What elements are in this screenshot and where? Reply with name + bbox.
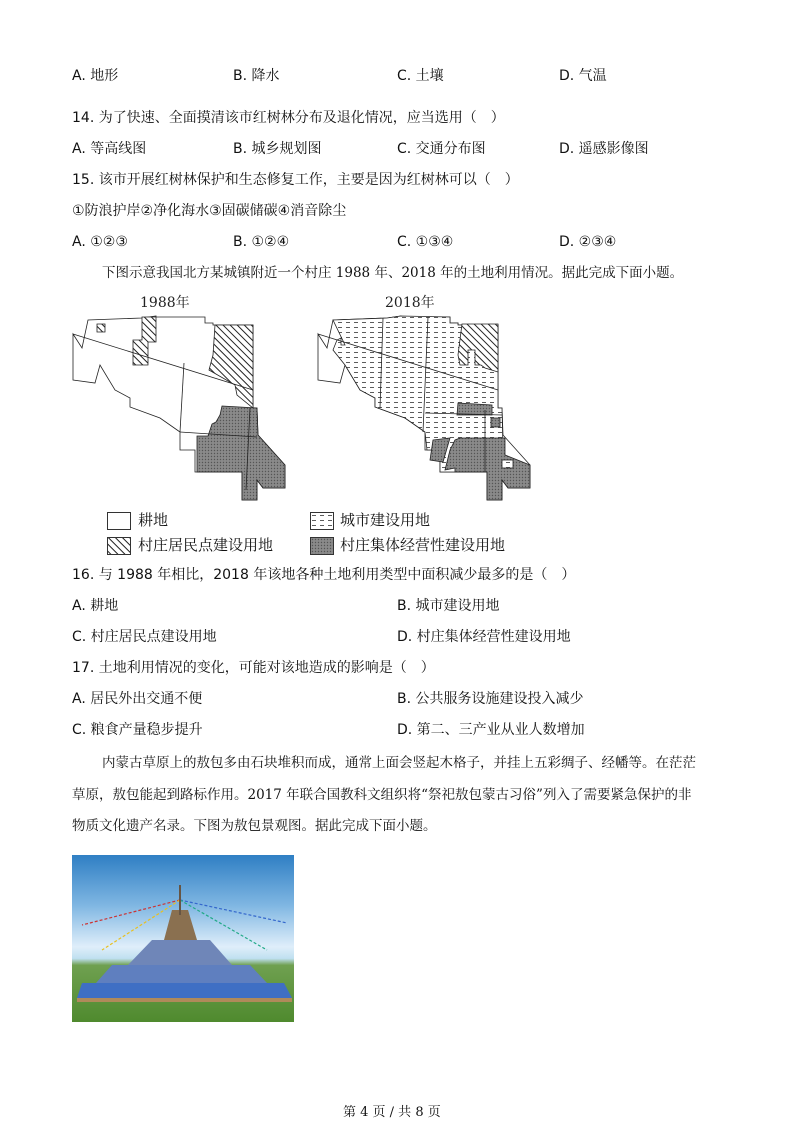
q15-statement: ①防浪护岸②净化海水③固碳储碳④消音除尘: [72, 203, 347, 219]
map-1988: [73, 294, 285, 500]
page-footer: 第 4 页 / 共 8 页: [343, 1105, 441, 1120]
q16-option-d: D. 村庄集体经营性建设用地: [397, 629, 571, 645]
q17-option-c: C. 粮食产量稳步提升: [72, 722, 203, 738]
q16-stem: 16. 与 1988 年相比，2018 年该地各种土地利用类型中面积减少最多的是（ ）: [72, 567, 576, 583]
q15-option-c: C. ①③④: [397, 234, 454, 250]
q13-option-c: C. 土壤: [397, 68, 444, 84]
q13-option-d: D. 气温: [559, 68, 607, 84]
obo-intro-line2: 草原，敖包能起到路标作用。2017 年联合国教科文组织将“祭祀敖包蒙古习俗”列入了需要紧急保护的非: [72, 787, 692, 803]
q14-stem: 14. 为了快速、全面摸清该市红树林分布及退化情况，应当选用（ ）: [72, 110, 505, 126]
map-2018: [318, 294, 530, 500]
land-use-maps: [60, 290, 560, 520]
legend-urban: 城市建设用地: [340, 511, 431, 529]
legend-swatch-farmland: [107, 512, 131, 530]
obo-intro-line1: 内蒙古草原上的敖包多由石块堆积而成，通常上面会竖起木格子，并挂上五彩绸子、经幡等。在茫茫: [102, 755, 696, 771]
obo-intro-line3: 物质文化遗产名录。下图为敖包景观图。据此完成下面小题。: [72, 818, 437, 834]
q17-option-d: D. 第二、三产业从业人数增加: [397, 722, 585, 738]
q17-stem: 17. 土地利用情况的变化，可能对该地造成的影响是（ ）: [72, 660, 435, 676]
map-2018-title: 2018年: [385, 295, 435, 311]
q13-option-a: A. 地形: [72, 68, 119, 84]
q17-option-b: B. 公共服务设施建设投入减少: [397, 691, 584, 707]
q14-option-c: C. 交通分布图: [397, 141, 486, 157]
q16-option-a: A. 耕地: [72, 598, 119, 614]
legend-farmland: 耕地: [138, 511, 169, 529]
q14-option-d: D. 遥感影像图: [559, 141, 649, 157]
q17-option-a: A. 居民外出交通不便: [72, 691, 203, 707]
legend-collective: 村庄集体经营性建设用地: [340, 536, 506, 554]
map-intro: 下图示意我国北方某城镇附近一个村庄 1988 年、2018 年的土地利用情况。据此完成下面小题。: [102, 265, 684, 281]
q15-option-a: A. ①②③: [72, 234, 128, 250]
legend-swatch-urban: [310, 512, 334, 530]
map-1988-title: 1988年: [140, 295, 190, 311]
legend-swatch-collective: [310, 537, 334, 555]
q16-option-b: B. 城市建设用地: [397, 598, 500, 614]
legend-swatch-residential: [107, 537, 131, 555]
q16-option-c: C. 村庄居民点建设用地: [72, 629, 217, 645]
q15-option-d: D. ②③④: [559, 234, 617, 250]
q13-option-b: B. 降水: [233, 68, 280, 84]
legend-residential: 村庄居民点建设用地: [138, 536, 274, 554]
q14-option-a: A. 等高线图: [72, 141, 147, 157]
q15-option-b: B. ①②④: [233, 234, 290, 250]
q15-stem: 15. 该市开展红树林保护和生态修复工作，主要是因为红树林可以（ ）: [72, 172, 519, 188]
q14-option-b: B. 城乡规划图: [233, 141, 322, 157]
obo-photo: [72, 855, 294, 1022]
